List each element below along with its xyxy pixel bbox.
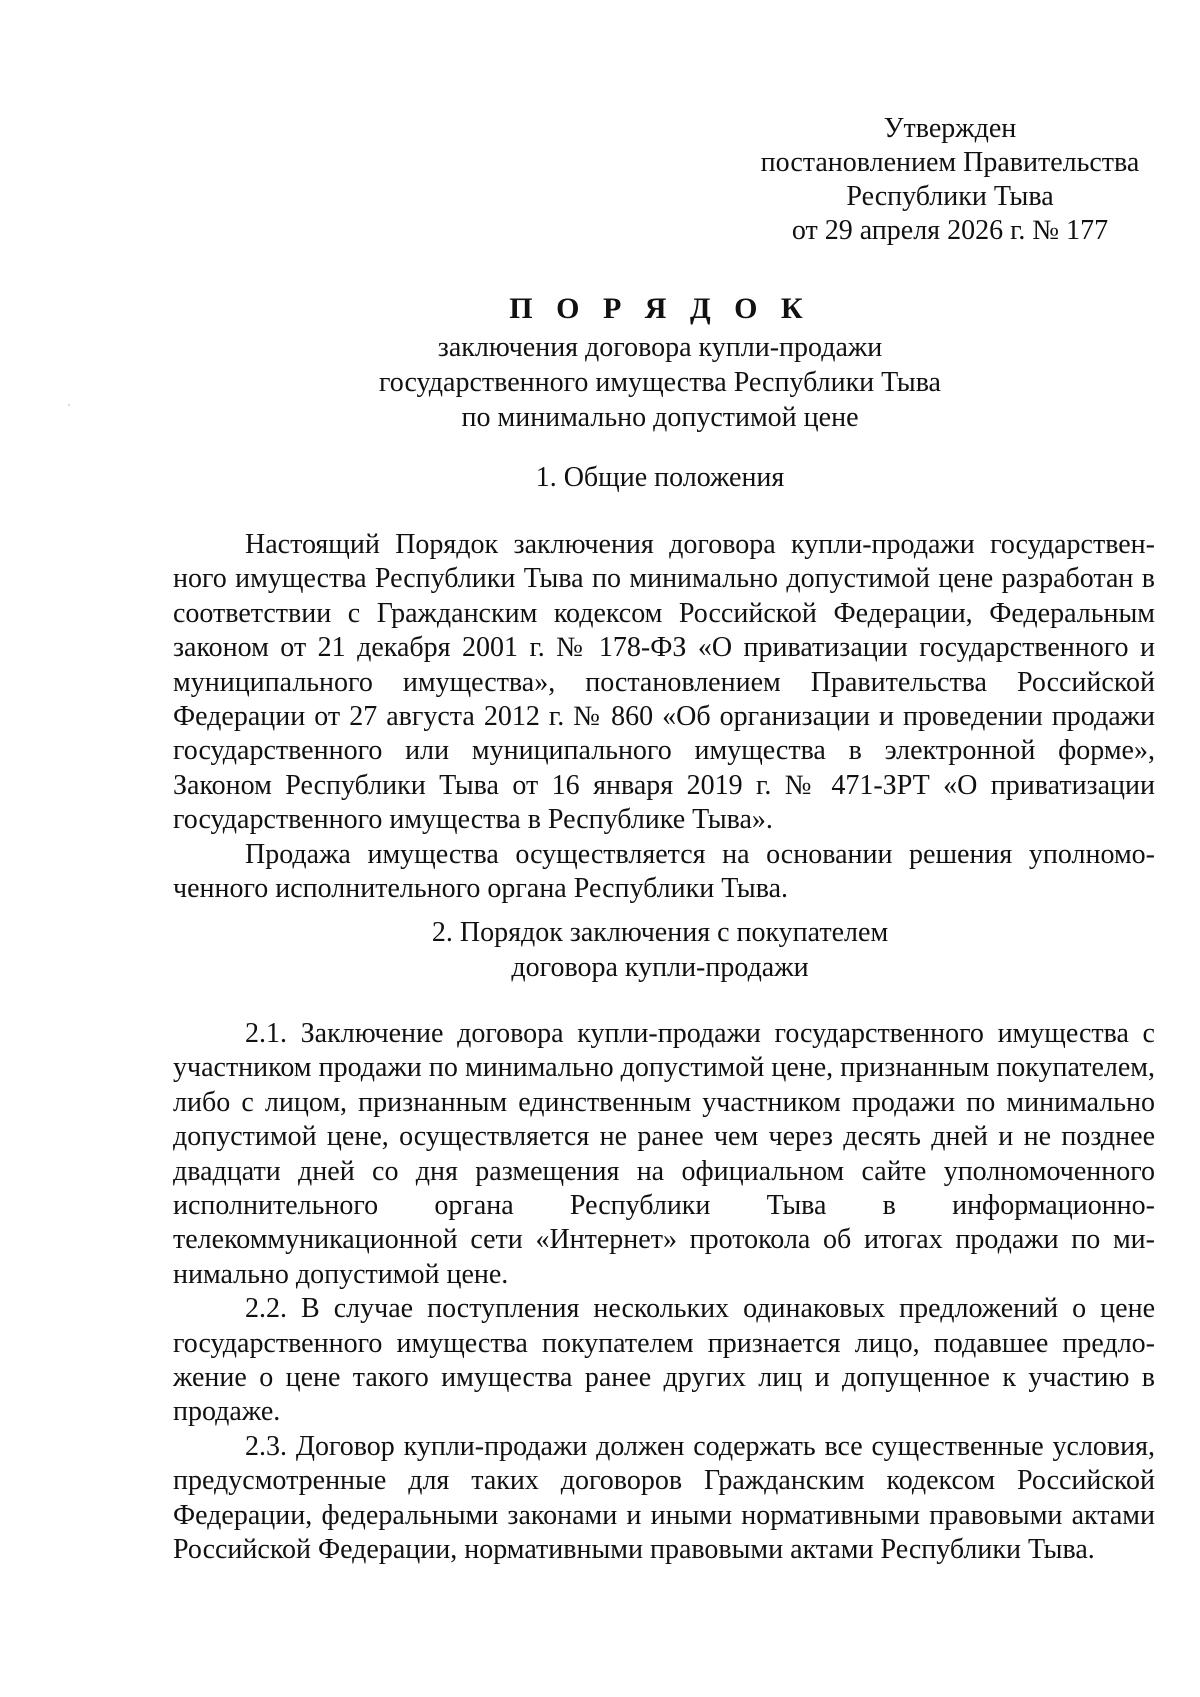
- approval-line: от 29 апреля 2026 г. № 177: [791, 215, 1109, 246]
- approval-line: Республики Тыва: [846, 181, 1054, 212]
- approval-line: постановлением Правительства: [760, 147, 1140, 178]
- approval-stamp-block: [740, 112, 1160, 248]
- paragraph: Настоящий Порядок заключения договора купли-продажи государственного имущества Республики Тыва по минимально допустимой цене разработан в соответствии с Гражданским кодексом Российской Федерации, Федеральным законом от 21 декабря 2001 г. № 178-ФЗ «О приватизации государственного и муниципального имущества», постановлением Правительства Российской Федерации от 27 августа 2012 г. № 860 «Об организации и проведении продажи государственного или муниципального имущества в электронной форме», Законом Республики Тыва от 16 января 2019 г. № 471-ЗРТ «О приватизации государственного имущества в Республике Тыва».: [173, 529, 1155, 836]
- section-1-body: [173, 528, 1155, 906]
- section-1-heading: [0, 460, 1200, 495]
- document-title: П О Р Я Д О К: [509, 292, 811, 325]
- paragraph: 2.1. Заключение договора купли-продажи государственного имущества с участником продажи по минимально допустимой цене, признанным покупателем, либо с лицом, признанным единственным участником продажи по минимально допустимой цене, осуществляется не ранее чем через десять дней и не позднее двадцати дней со дня размещения на официальном сайте уполномоченного исполнительного органа Республики Тыва в информационно-телекоммуникационной сети «Интернет» протокола об итогах продажи по минимально допустимой цене.: [173, 1018, 1155, 1290]
- section-heading-line: договора купли-продажи: [511, 952, 809, 983]
- paragraph: 2.3. Договор купли-продажи должен содержать все существенные условия, предусмотренные для таких договоров Гражданским кодексом Российской Федерации, федеральными законами и иными нормативными правовыми актами Российской Федерации, нормативными правовыми актами Республики Тыва.: [173, 1430, 1155, 1566]
- paragraph: Продажа имущества осуществляется на основании решения уполномоченного исполнительного органа Республики Тыва.: [173, 838, 1155, 905]
- subtitle-line: государственного имущества Республики Тыва: [379, 367, 941, 398]
- subtitle-line: по минимально допустимой цене: [461, 402, 859, 433]
- subtitle-line: заключения договора купли-продажи: [437, 332, 883, 363]
- paragraph: 2.2. В случае поступления нескольких одинаковых предложений о цене государственного имущества покупателем признается лицо, подавшее предложение о цене такого имущества ранее других лиц и допущенное к участию в продаже.: [173, 1293, 1155, 1428]
- section-2-heading: [0, 915, 1200, 985]
- approval-line: Утвержден: [883, 113, 1017, 144]
- section-heading-line: 1. Общие положения: [535, 462, 785, 493]
- section-heading-line: 2. Порядок заключения с покупателем: [431, 917, 889, 948]
- document-subtitle: [0, 330, 1200, 435]
- section-2-body: [173, 1017, 1155, 1568]
